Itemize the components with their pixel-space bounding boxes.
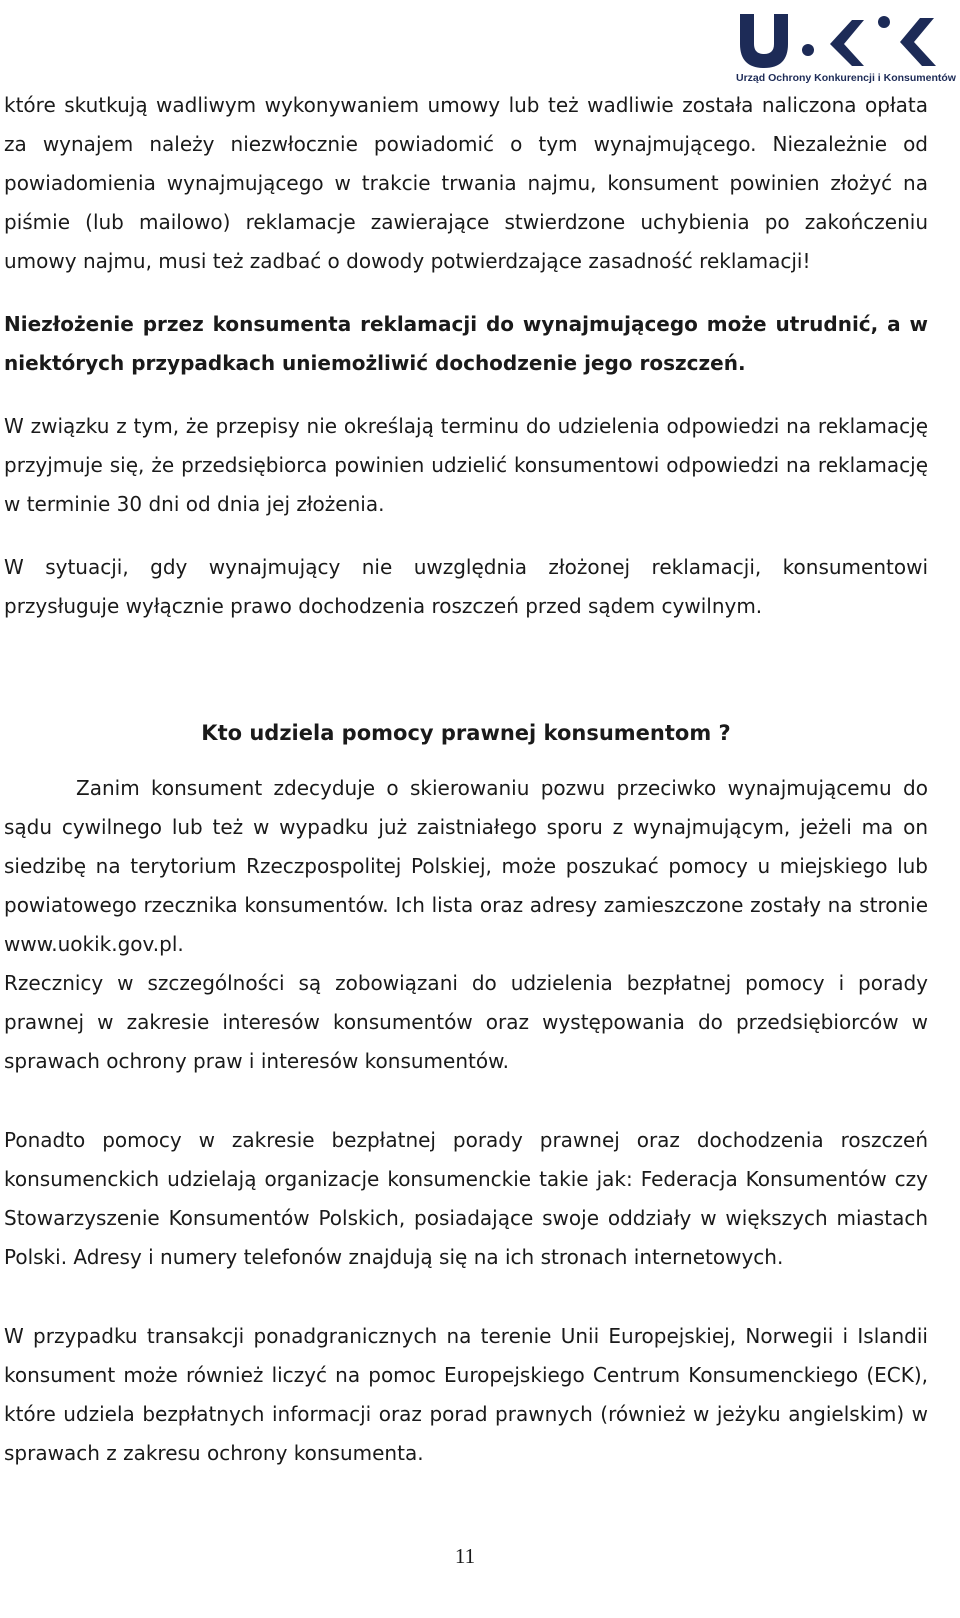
uokik-logo [736,10,956,86]
paragraph-court-claims: W sytuacji, gdy wynajmujący nie uwzględnia złożonej reklamacji, konsumentowi przysługuje wyłącznie prawo dochodzenia roszczeń przed sądem cywilnym. [4,555,928,618]
paragraph-response-deadline: W związku z tym, że przepisy nie określają terminu do udzielenia odpowiedzi na reklamację przyjmuje się, że przedsiębiorca powinien udzielić konsumentowi odpowiedzi na reklamację w terminie 30 dni od dnia jej złożenia. [4,414,928,516]
page-number: 11 [454,1544,476,1568]
paragraph-eck: W przypadku transakcji ponadgranicznych na terenie Unii Europejskiej, Norwegii i Islandii konsument może również liczyć na pomoc Europejskiego Centrum Konsumenckiego (ECK), które udziela bezpłatnych informacji oraz porad prawnych (również w jeżyku angielskim) w sprawach z zakresu ochrony konsumenta. [4,1324,928,1465]
logo-caption: Urząd Ochrony Konkurencji i Konsumentów [736,72,956,84]
paragraph-warning: Niezłożenie przez konsumenta reklamacji do wynajmującego może utrudnić, a w niektórych przypadkach uniemożliwić dochodzenie jego roszczeń. [4,312,928,375]
paragraph-consumer-organizations: Ponadto pomocy w zakresie bezpłatnej porady prawnej oraz dochodzenia roszczeń konsumenckich udzielają organizacje konsumenckie takie jak: Federacja Konsumentów czy Stowarzyszenie Konsumentów Polskich, posiadające swoje oddziały w większych miastach Polski. Adresy i numery telefonów znajdują się na ich stronach internetowych. [4,1128,928,1269]
uokik-logo-mark [736,10,946,70]
paragraph-complaint-notice: które skutkują wadliwym wykonywaniem umowy lub też wadliwie została naliczona opłata za wynajem należy niezwłocznie powiadomić o tym wynajmującego. Niezależnie od powiadomienia wynajmującego w trakcie trwania najmu, konsument powinien złożyć na piśmie (lub mailowo) reklamacje zawierające stwierdzone uchybienia po zakończeniu umowy najmu, musi też zadbać o dowody potwierdzające zasadność reklamacji! [4,93,928,273]
paragraph-ombudsman-duties: Rzecznicy w szczególności są zobowiązani do udzielenia bezpłatnej pomocy i porady prawnej w zakresie interesów konsumentów oraz występowania do przedsiębiorców w sprawach ochrony praw i interesów konsumentów. [4,971,928,1073]
section-heading: Kto udziela pomocy prawnej konsumentom ? [201,721,731,745]
paragraph-consumer-ombudsman: Zanim konsument zdecyduje o skierowaniu pozwu przeciwko wynajmującemu do sądu cywilnego lub też w wypadku już zaistniałego sporu z wynajmującym, jeżeli ma on siedzibę na terytorium Rzeczpospolitej Polskiej, może poszukać pomocy u miejskiego lub powiatowego rzecznika konsumentów. Ich lista oraz adresy zamieszczone zostały na stronie www.uokik.gov.pl. [4,776,928,956]
document-body [4,86,928,1473]
